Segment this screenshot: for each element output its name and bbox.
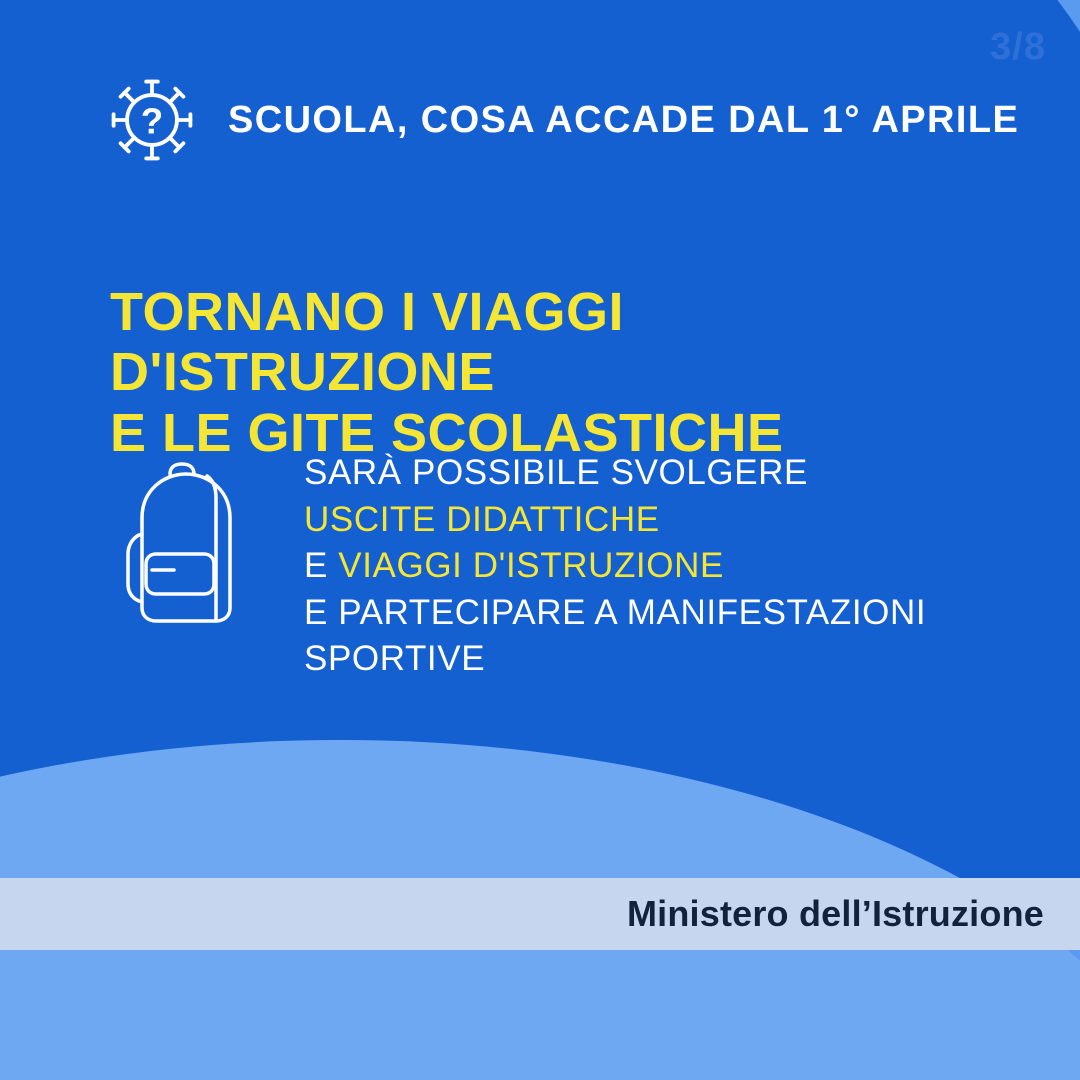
header-title: SCUOLA, COSA ACCADE DAL 1° APRILE	[228, 98, 1020, 141]
body-line-1: SARÀ POSSIBILE SVOLGERE	[304, 453, 808, 492]
backpack-icon	[112, 458, 262, 628]
body-line-2: USCITE DIDATTICHE	[304, 499, 660, 539]
slide-counter: 3/8	[990, 26, 1046, 68]
footer-text: Ministero dell’Istruzione	[626, 893, 1044, 934]
virus-question-icon	[104, 72, 200, 168]
body-line-3-prefix: E	[304, 546, 339, 586]
body-line-5: SPORTIVE	[304, 639, 486, 679]
footer-bar	[0, 878, 1080, 950]
header	[104, 72, 1019, 168]
body-line-3	[304, 543, 926, 590]
body-block	[112, 450, 926, 683]
headline	[110, 282, 990, 463]
headline-line-1: TORNANO I VIAGGI D'ISTRUZIONE	[110, 282, 625, 403]
headline-line-2: E LE GITE SCOLASTICHE	[110, 402, 784, 463]
body-line-3-highlight: VIAGGI D'ISTRUZIONE	[338, 546, 724, 586]
svg-text:?: ?	[140, 100, 164, 142]
body-line-4: E PARTECIPARE A MANIFESTAZIONI	[304, 592, 927, 632]
body-text	[304, 450, 926, 683]
